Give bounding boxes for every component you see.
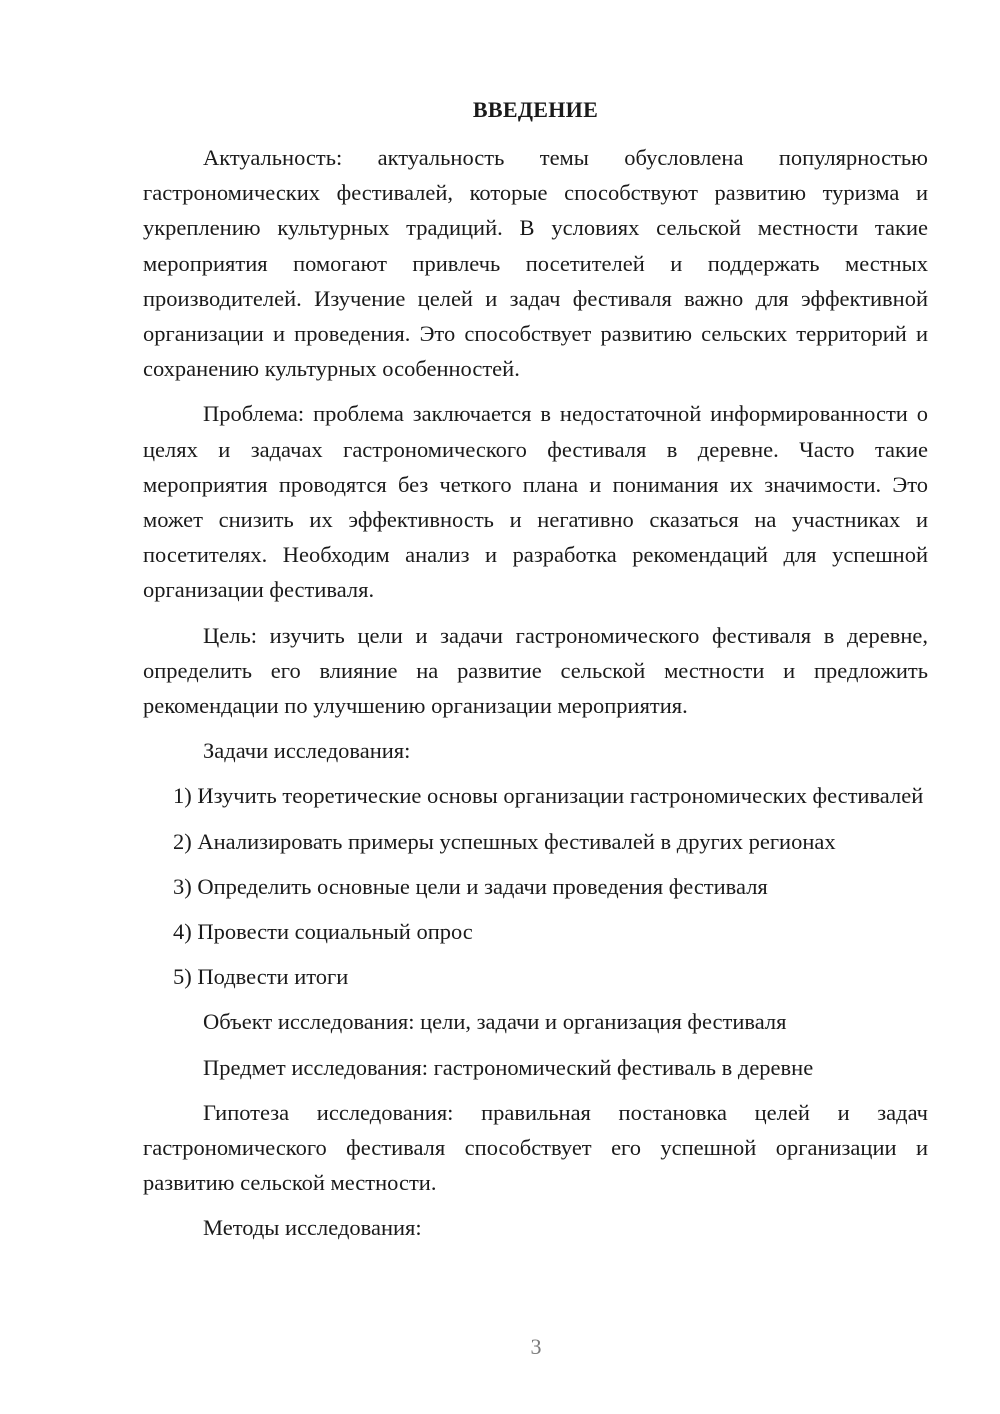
methods-heading: Методы исследования:: [203, 1215, 422, 1241]
task-item-4: 4) Провести социальный опрос: [173, 919, 473, 945]
document-page: [143, 92, 928, 1256]
hypothesis-paragraph: Гипотеза исследования: правильная постановка целей и задач гастрономического фестиваля способствует его успешной организации и развитию сельской местности.: [143, 1099, 928, 1196]
task-item-3: 3) Определить основные цели и задачи проведения фестиваля: [173, 873, 768, 899]
page-title: ВВЕДЕНИЕ: [472, 97, 599, 122]
goal-paragraph: Цель: изучить цели и задачи гастрономического фестиваля в деревне, определить его влияние на развитие сельской местности и предложить рекомендации по улучшению организации мероприятия.: [143, 622, 928, 719]
task-item-5: 5) Подвести итоги: [173, 964, 349, 990]
problem-paragraph: Проблема: проблема заключается в недостаточной информированности о целях и задачах гастрономического фестиваля в деревне. Часто такие мероприятия проводятся без четкого плана и понимания их значимости. Это может снизить их эффективность и негативно сказаться на участниках и посетителях. Необходим анализ и разработка рекомендаций для успешной организации фестиваля.: [143, 401, 928, 603]
tasks-heading: Задачи исследования:: [203, 738, 411, 764]
subject-paragraph: Предмет исследования: гастрономический фестиваль в деревне: [203, 1054, 814, 1080]
task-item-1: 1) Изучить теоретические основы организации гастрономических фестивалей: [173, 783, 924, 809]
task-item-2: 2) Анализировать примеры успешных фестивалей в других регионах: [173, 828, 836, 854]
relevance-paragraph: Актуальность: актуальность темы обусловлена популярностью гастрономических фестивалей, которые способствуют развитию туризма и укреплению культурных традиций. В условиях сельской местности такие мероприятия помогают привлечь посетителей и поддержать местных производителей. Изучение целей и задач фестиваля важно для эффективной организации и проведения. Это способствует развитию сельских территорий и сохранению культурных особенностей.: [143, 145, 928, 382]
object-paragraph: Объект исследования: цели, задачи и организация фестиваля: [203, 1009, 787, 1035]
page-number: 3: [530, 1334, 542, 1359]
